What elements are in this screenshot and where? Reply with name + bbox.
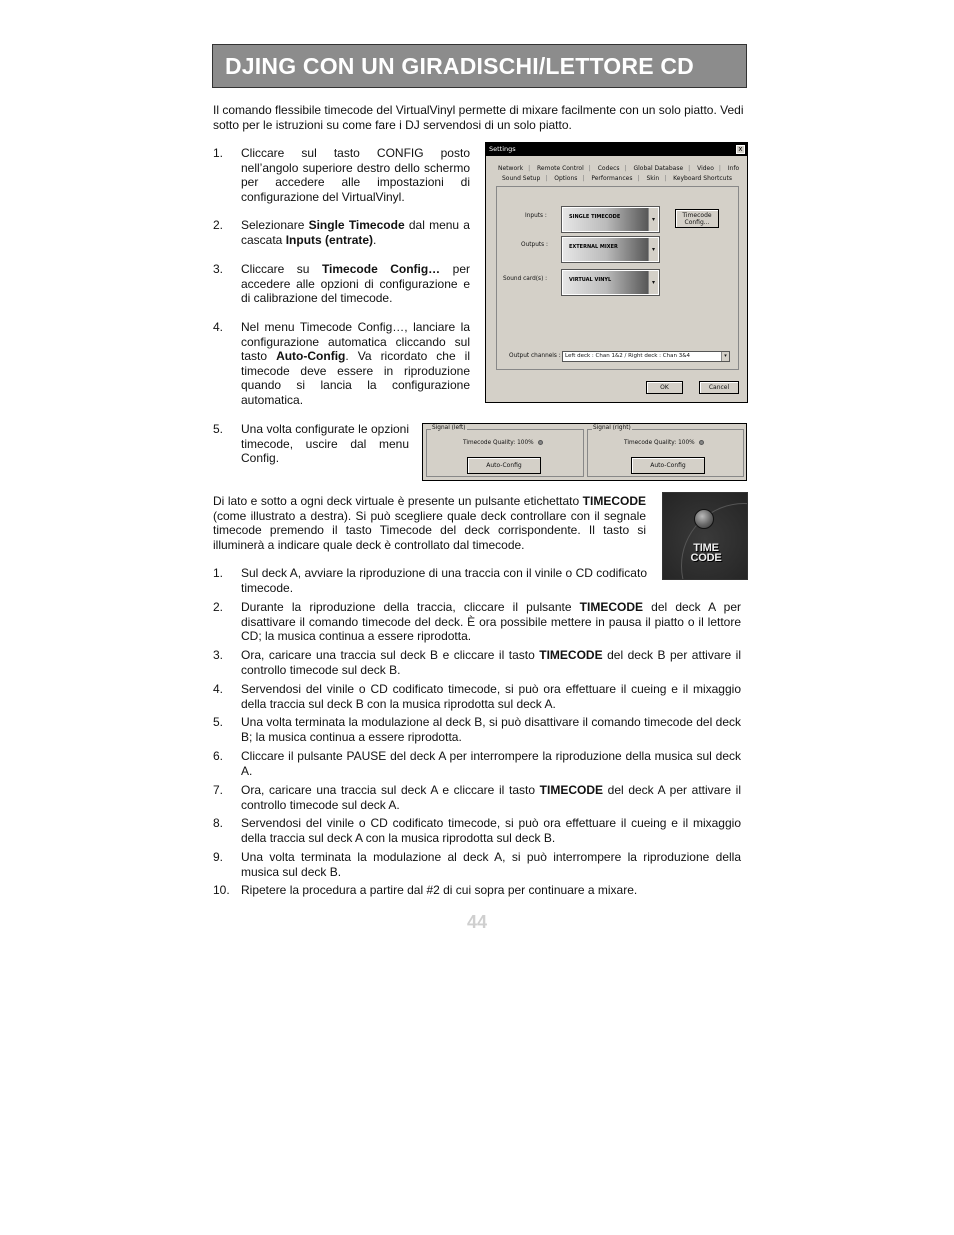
step-number: 4. [213,320,224,334]
signal-left-quality: Timecode Quality: 100% [463,440,543,446]
step-number: 2. [213,218,224,232]
dropdown-arrow-icon: ▾ [648,271,658,294]
step-text: Servendosi del vinile o CD codificato timecode, si può ora effettuare il cueing e il mixaggio della traccia sul deck B con la musica riprodotta sul deck A. [241,682,741,711]
tab-options[interactable]: Options [554,175,578,182]
output-channels-label: Output channels : [509,353,561,359]
close-icon[interactable]: x [736,145,745,154]
tab-global-database[interactable]: Global Database [633,165,684,172]
page-title: DJING CON UN GIRADISCHI/LETTORE CD [212,44,747,88]
step-number: 5. [213,422,224,436]
step-text: Ripetere la procedura a partire dal #2 di cui sopra per continuare a mixare. [241,883,638,897]
tab-remote-control[interactable]: Remote Control [537,165,584,172]
step-text: Una volta terminata la modulazione al deck A, si può interrompere la riproduzione della musica sul deck B. [241,850,741,879]
step-text: Cliccare il pulsante PAUSE del deck A per interrompere la riproduzione della musica sul deck A. [241,749,741,778]
settings-window-titlebar [486,143,747,156]
step-number: 8. [213,816,224,830]
step-text: Ora, caricare una traccia sul deck A e cliccare il tasto TIMECODE del deck A per attivare il controllo timecode sul deck A. [241,783,741,812]
signal-panel [422,423,747,481]
step-number: 3. [213,262,224,276]
signal-left-group [426,425,584,477]
signal-right-legend: Signal (right) [593,425,631,431]
step-text: Ora, caricare una traccia sul deck B e cliccare il tasto TIMECODE del deck B per attivare il controllo timecode sul deck B. [241,648,741,677]
step-text: Sul deck A, avviare la riproduzione di una traccia con il vinile o CD codificato timecode. [241,566,647,595]
tab-info[interactable]: Info [727,165,740,172]
sound-card-value: VIRTUAL VINYL [563,271,649,294]
step-number: 10. [213,883,230,897]
step-number: 1. [213,146,224,160]
timecode-button-label: TIME CODE [690,542,722,564]
page-number: 44 [466,912,488,932]
tab-performances[interactable]: Performances [591,175,633,182]
timecode-light-icon [694,509,714,529]
window-title: Settings [489,145,516,153]
tab-video[interactable]: Video [697,165,714,172]
step-number: 5. [213,715,224,729]
inputs-value: SINGLE TIMECODE [563,208,649,231]
step-text: Servendosi del vinile o CD codificato timecode, si può ora effettuare il cueing e il mixaggio della traccia sul deck A con la musica riprodotta sul deck B. [241,816,741,845]
intro-paragraph: Il comando flessibile timecode del VirtualVinyl permette di mixare facilmente con un solo piatto. Vedi sotto per le istruzioni su come fare i DJ servendosi di un solo piatto. [213,103,744,132]
outputs-combo[interactable] [561,236,660,263]
inputs-label: Inputs : [525,213,547,219]
tab-skin[interactable]: Skin [646,175,660,182]
status-dot-icon [699,440,704,445]
sound-card-combo[interactable] [561,269,660,296]
dropdown-arrow-icon: ▾ [648,208,658,231]
step-text: Cliccare sul tasto CONFIG posto nell’angolo superiore destro dello schermo per accedere alle impostazioni di configurazione del VirtualVinyl. [241,146,470,204]
tab-row-2: Sound Setup | Options | Performances | Skin | Keyboard Shortcuts [502,175,732,182]
step-number: 6. [213,749,224,763]
step-number: 9. [213,850,224,864]
step-number: 3. [213,648,224,662]
tab-codecs[interactable]: Codecs [597,165,620,172]
step-number: 7. [213,783,224,797]
outputs-label: Outputs : [521,242,548,248]
step-text: Nel menu Timecode Config…, lanciare la configurazione automatica cliccando sul tasto Auto-Config. Va ricordato che il timecode deve essere in riproduzione quando si lancia la configurazione automatica. [241,320,470,407]
sound-setup-panel [496,186,739,370]
status-dot-icon [538,440,543,445]
tab-network[interactable]: Network [498,165,524,172]
step-number: 2. [213,600,224,614]
step-text: Una volta terminata la modulazione al deck B, si può disattivare il comando timecode del deck B; la musica continua a essere riprodotta. [241,715,741,744]
step-number: 1. [213,566,224,580]
signal-left-legend: Signal (left) [432,425,466,431]
tab-sound-setup[interactable]: Sound Setup [502,175,541,182]
step-number: 4. [213,682,224,696]
deck-paragraph: Di lato e sotto a ogni deck virtuale è presente un pulsante etichettato TIMECODE (come illustrato a destra). Si può scegliere quale deck controllare con il segnale timecode premendo il tasto Timecode del deck corrispondente. Il tasto si illuminerà a indicare quale deck è controllato dal timecode. [213,494,646,552]
outputs-value: EXTERNAL MIXER [563,238,649,261]
output-channels-select[interactable]: Left deck : Chan 1&2 / Right deck : Chan 3&4 ▾ [562,351,730,362]
dropdown-arrow-icon: ▾ [648,238,658,261]
ok-button[interactable]: OK [646,381,683,394]
tab-keyboard-shortcuts[interactable]: Keyboard Shortcuts [673,175,732,182]
step-text: Cliccare su Timecode Config… per accedere alle opzioni di configurazione e di calibrazione del timecode. [241,262,470,305]
settings-window [485,142,748,403]
tab-row-1: Network | Remote Control | Codecs | Global Database | Video | Info [498,165,740,172]
timecode-config-button[interactable]: Timecode Config... [675,209,719,228]
step-text: Una volta configurate le opzioni timecode, uscire dal menu Config. [241,422,409,465]
signal-right-group [587,425,744,477]
sound-card-label: Sound card(s) : [503,276,548,282]
timecode-button-image [662,492,748,580]
signal-right-quality: Timecode Quality: 100% [624,440,704,446]
cancel-button[interactable]: Cancel [699,381,739,394]
dropdown-arrow-icon: ▾ [721,352,729,361]
inputs-combo[interactable] [561,206,660,233]
step-text: Selezionare Single Timecode dal menu a cascata Inputs (entrate). [241,218,470,247]
auto-config-right-button[interactable]: Auto-Config [631,457,705,474]
auto-config-left-button[interactable]: Auto-Config [467,457,541,474]
step-text: Durante la riproduzione della traccia, cliccare il pulsante TIMECODE del deck A per disattivare il comando timecode del deck. È ora possibile mettere in pausa il piatto o il lettore CD; la musica continua a essere riprodotta. [241,600,741,643]
